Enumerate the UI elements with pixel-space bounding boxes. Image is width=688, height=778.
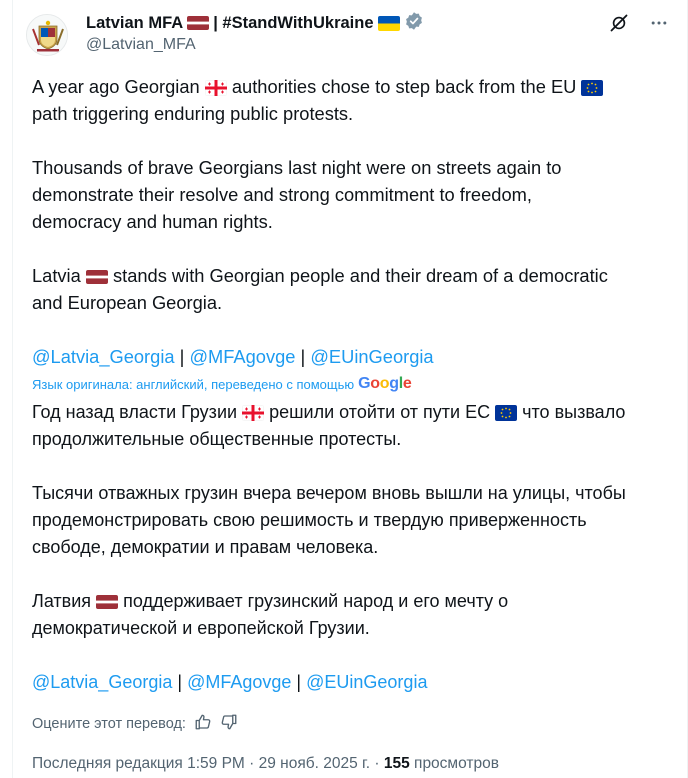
eu-flag-icon <box>581 80 603 96</box>
google-logo: Google <box>358 375 412 392</box>
post-meta <box>32 755 499 773</box>
views-label: просмотров <box>414 755 499 772</box>
rate-translation-label: Оцените этот перевод: <box>32 716 186 732</box>
mention-mfagovge[interactable]: @MFAgovge <box>187 672 292 692</box>
mention-euingeorgia[interactable]: @EUinGeorgia <box>310 346 434 367</box>
latvia-flag-icon <box>187 16 209 30</box>
mentions-translated: @Latvia_Georgia | @MFAgovge | @EUinGeorgia <box>32 672 428 692</box>
views-count: 155 <box>383 755 410 772</box>
account-handle[interactable]: @Latvian_MFA <box>86 36 196 53</box>
mention-latvia-georgia[interactable]: @Latvia_Georgia <box>32 346 175 367</box>
post-timestamp[interactable]: Последняя редакция 1:59 PM · 29 нояб. 2025 г. · <box>32 755 380 772</box>
account-name-suffix: | #StandWithUkraine <box>213 13 374 32</box>
mention-latvia-georgia[interactable]: @Latvia_Georgia <box>32 672 173 692</box>
verified-badge-icon <box>404 11 424 36</box>
ukraine-flag-icon <box>378 16 400 31</box>
georgia-flag-icon <box>205 80 227 96</box>
translation-note[interactable] <box>32 375 412 393</box>
thumbs-down-icon[interactable] <box>220 713 238 735</box>
account-name[interactable]: Latvian MFA <box>86 13 184 32</box>
post-actions <box>608 12 670 34</box>
mention-mfagovge[interactable]: @MFAgovge <box>189 346 296 367</box>
eu-flag-icon <box>495 405 517 421</box>
coat-of-arms-icon <box>27 15 68 56</box>
mention-euingeorgia[interactable]: @EUinGeorgia <box>306 672 428 692</box>
rate-translation <box>32 713 238 735</box>
georgia-flag-icon <box>242 405 264 421</box>
post-text-translated: Год назад власти Грузии решили отойти от пути ЕС что вызвало продолжительные общественные протесты. Тысячи отважных грузин вчера вечером вновь вышли на улицы, чтобы продемонстрировать свою решимость и твердую приверженность свободе, демократии и правам человека. Латвия поддерживает грузинский народ и его мечту о демократической и европейской Грузии. @Latvia_Georgia | @MFAgovge | @EUinGeorgia <box>32 399 662 696</box>
thumbs-up-icon[interactable] <box>194 713 212 735</box>
grok-icon[interactable] <box>608 12 630 34</box>
latvia-flag-icon <box>86 270 108 284</box>
latvia-flag-icon <box>96 595 118 609</box>
translation-note-text: Язык оригинала: английский, переведено с помощью <box>32 376 355 392</box>
more-icon[interactable] <box>648 12 670 34</box>
post-text-original: A year ago Georgian authorities chose to step back from the EU path triggering enduring public protests. Thousands of brave Georgians last night were on streets again to demonstrate their resolve and strong commitment to freedom, democracy and human rights. Latvia stands with Georgian people and their dream of a democratic and European Georgia. @Latvia_Georgia | @MFAgovge | @EUinGeorgia <box>32 73 662 370</box>
avatar[interactable] <box>26 14 68 56</box>
mentions-original: @Latvia_Georgia | @MFAgovge | @EUinGeorgia <box>32 346 434 367</box>
display-name[interactable] <box>86 12 424 34</box>
